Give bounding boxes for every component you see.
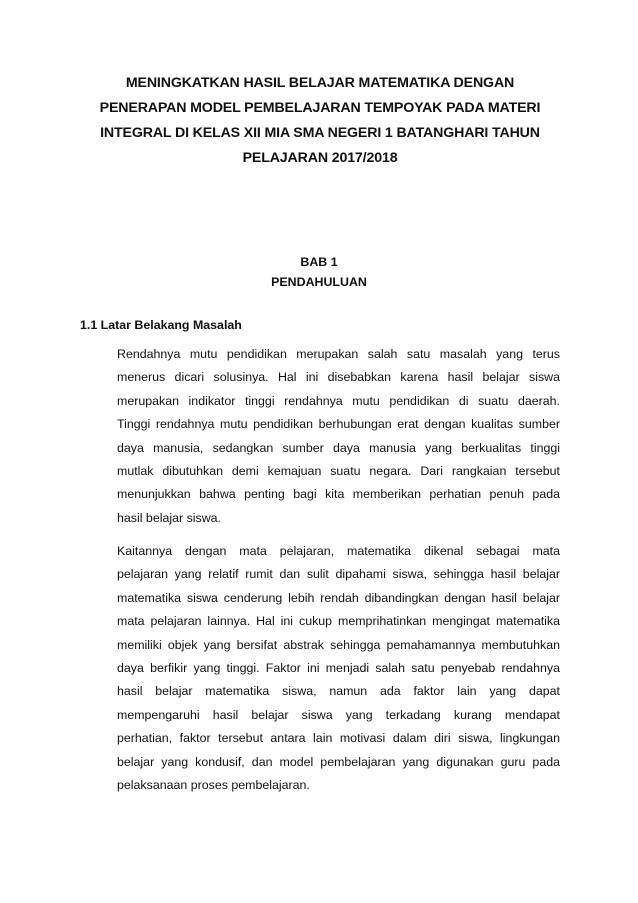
document-title bbox=[70, 71, 570, 171]
chapter-number: BAB 1 bbox=[300, 255, 338, 269]
paragraph-1 bbox=[117, 343, 560, 530]
paragraph-line: hasil belajar siswa. bbox=[117, 510, 221, 525]
paragraph-line: merupakan indikator tinggi rendahnya mutu pendidikan di suatu daerah. bbox=[117, 393, 560, 408]
title-line: PELAJARAN 2017/2018 bbox=[242, 150, 398, 166]
paragraph-line: pelaksanaan proses pembelajaran. bbox=[117, 777, 310, 792]
paragraph-line: menunjukkan bahwa penting bagi kita memberikan perhatian penuh pada bbox=[117, 487, 560, 502]
paragraph-line: Tinggi rendahnya mutu pendidikan berhubungan erat dengan kualitas sumber bbox=[117, 417, 560, 432]
chapter-name: PENDAHULUAN bbox=[271, 275, 367, 289]
title-line: PENERAPAN MODEL PEMBELAJARAN TEMPOYAK PADA MATERI bbox=[99, 100, 541, 116]
paragraph-line: memiliki objek yang bersifat abstrak sehingga pemahamannya membutuhkan bbox=[117, 637, 560, 652]
paragraph-line: daya manusia, sedangkan sumber daya manusia yang berkualitas tinggi bbox=[117, 440, 560, 455]
paragraph-line: mata pelajaran lainnya. Hal ini cukup memprihatinkan mengingat matematika bbox=[117, 614, 560, 629]
title-line: MENINGKATKAN HASIL BELAJAR MATEMATIKA DENGAN bbox=[125, 75, 515, 91]
paragraph-line: menerus dicari solusinya. Hal ini disebabkan karena hasil belajar siswa bbox=[117, 370, 560, 385]
paragraph-line: daya berfikir yang tinggi. Faktor ini menjadi salah satu penyebab rendahnya bbox=[117, 660, 560, 675]
paragraph-line: pelajaran yang relatif rumit dan sulit dipahami siswa, sehingga hasil belajar bbox=[117, 567, 560, 582]
paragraph-line: belajar yang kondusif, dan model pembelajaran yang digunakan guru pada bbox=[117, 754, 560, 769]
paragraph-line: matematika siswa cenderung lebih rendah dibandingkan dengan hasil belajar bbox=[117, 590, 560, 605]
paragraph-line: Kaitannya dengan mata pelajaran, matematika dikenal sebagai mata bbox=[117, 544, 560, 558]
chapter-heading bbox=[0, 252, 638, 292]
paragraph-2 bbox=[117, 540, 560, 797]
paragraph-line: mutlak dibutuhkan demi kemajuan suatu negara. Dari rangkaian tersebut bbox=[117, 463, 560, 478]
paragraph-line: perhatian, faktor tersebut antara lain motivasi dalam diri siswa, lingkungan bbox=[117, 731, 560, 746]
paragraph-line: Rendahnya mutu pendidikan merupakan salah satu masalah yang terus bbox=[117, 347, 560, 361]
section-heading: 1.1 Latar Belakang Masalah bbox=[80, 318, 242, 332]
title-line: INTEGRAL DI KELAS XII MIA SMA NEGERI 1 BATANGHARI TAHUN bbox=[100, 125, 540, 141]
paragraph-line: mempengaruhi hasil belajar siswa yang terkadang kurang mendapat bbox=[117, 707, 560, 722]
paragraph-line: hasil belajar matematika siswa, namun ada faktor lain yang dapat bbox=[117, 684, 560, 699]
